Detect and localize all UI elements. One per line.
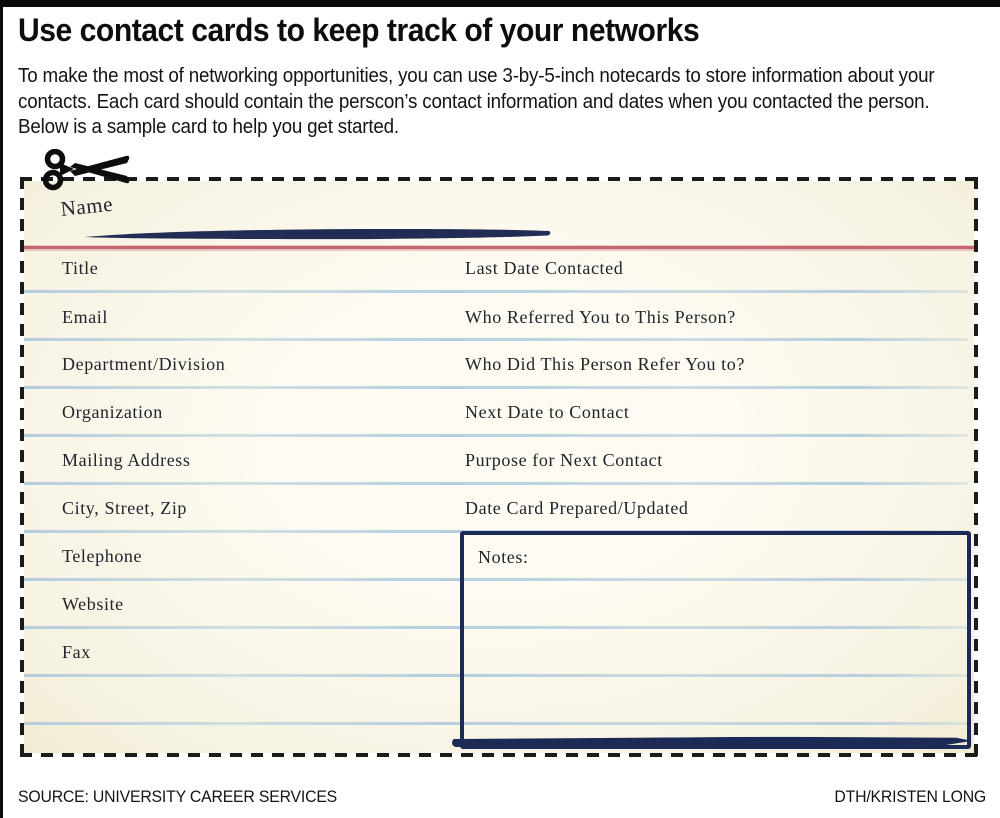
- card-cut-border-right: [974, 177, 978, 757]
- field-label-name: Name: [59, 191, 115, 222]
- field-label-city-street-zip: City, Street, Zip: [62, 498, 188, 518]
- ruled-line: [24, 482, 968, 485]
- field-label-department: Department/Division: [62, 354, 226, 374]
- source-credit: SOURCE: UNIVERSITY CAREER SERVICES: [18, 787, 338, 806]
- field-label-email: Email: [62, 307, 108, 327]
- left-frame-rule: [0, 0, 3, 818]
- field-label-date-card-prepared: Date Card Prepared/Updated: [465, 498, 689, 518]
- field-label-who-referred-you: Who Referred You to This Person?: [465, 307, 736, 327]
- intro-line: To make the most of networking opportunities, you can use 3-by-5-inch notecards to store information about your: [18, 65, 935, 87]
- field-label-last-date-contacted: Last Date Contacted: [465, 258, 624, 278]
- field-label-mailing-address: Mailing Address: [62, 450, 191, 470]
- notes-box: [460, 531, 971, 749]
- top-frame-rule: [0, 0, 1000, 7]
- field-label-notes: Notes:: [478, 547, 529, 567]
- field-label-purpose-next-contact: Purpose for Next Contact: [465, 450, 663, 470]
- intro-line: contacts. Each card should contain the perscon’s contact information and dates when you contacted the person.: [18, 90, 930, 113]
- redaction-scribble: [82, 226, 552, 242]
- field-label-website: Website: [62, 594, 124, 614]
- ruled-line: [24, 290, 968, 293]
- card-cut-border-left: [20, 177, 24, 757]
- ruled-line: [24, 338, 968, 341]
- card-cut-border-bottom: [20, 753, 978, 757]
- card-cut-border-top: [20, 177, 978, 181]
- field-label-title: Title: [62, 258, 99, 278]
- scissors-icon: [42, 149, 130, 191]
- intro-line: Below is a sample card to help you get started.: [18, 116, 399, 138]
- ruled-line: [24, 386, 968, 389]
- artist-credit: DTH/KRISTEN LONG: [834, 787, 986, 806]
- page-title: Use contact cards to keep track of your networks: [18, 12, 700, 48]
- field-label-fax: Fax: [62, 642, 91, 662]
- ruled-line: [24, 434, 968, 437]
- card-header-rule: [24, 246, 974, 249]
- field-label-who-did-person-refer: Who Did This Person Refer You to?: [465, 354, 745, 374]
- field-label-organization: Organization: [62, 402, 163, 422]
- intro-paragraph: [18, 64, 986, 141]
- field-label-next-date-to-contact: Next Date to Contact: [465, 402, 630, 422]
- field-label-telephone: Telephone: [62, 546, 143, 566]
